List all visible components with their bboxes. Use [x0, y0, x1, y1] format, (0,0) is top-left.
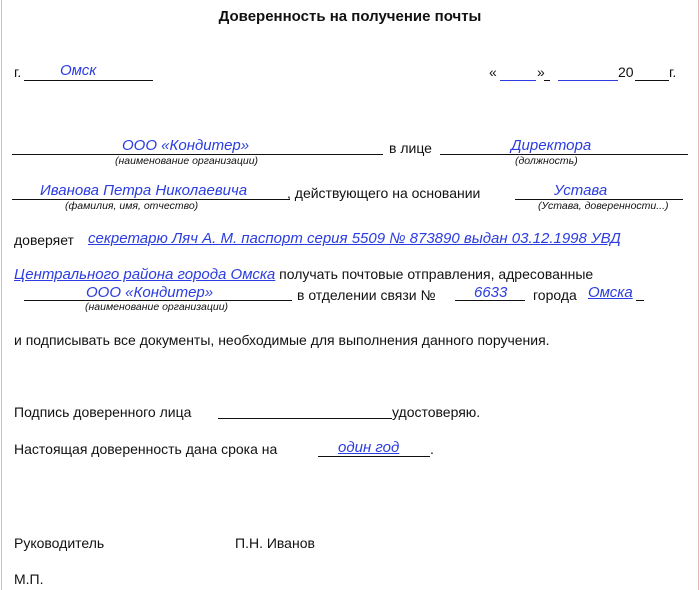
- date-day-blank: [500, 80, 536, 81]
- head-name: П.Н. Иванов: [235, 535, 315, 551]
- person-caption: (фамилия, имя, отчество): [65, 200, 199, 212]
- position-value: Директора: [511, 137, 592, 154]
- stamp-label: М.П.: [14, 571, 44, 587]
- signature-label: Подпись доверенного лица: [14, 404, 192, 420]
- basis-caption: (Устава, доверенности...): [538, 200, 669, 212]
- signing-text: и подписывать все документы, необходимые для выполнения данного поручения.: [14, 332, 550, 348]
- date-year-prefix: 20: [618, 64, 634, 80]
- basis-value: Устава: [554, 182, 608, 199]
- head-label: Руководитель: [14, 535, 105, 551]
- date-year-blank: [635, 80, 669, 81]
- city-value: Омск: [60, 62, 97, 79]
- addressee-org-value: ООО «Кондитер»: [86, 284, 214, 301]
- addressee-city-value: Омска: [588, 284, 633, 301]
- branch-number-value: 6633: [474, 284, 508, 301]
- date-gap-blank: [544, 80, 550, 81]
- date-year-suffix: г.: [669, 64, 677, 80]
- date-close-quote: »: [537, 64, 545, 80]
- acting-label: , действующего на основании: [287, 185, 481, 201]
- person-name-value: Иванова Петра Николаевича: [40, 182, 248, 199]
- validity-label: Настоящая доверенность дана срока на: [14, 441, 278, 457]
- position-caption: (должность): [515, 155, 578, 167]
- trustee-value-cont: Центрального района города Омска: [14, 266, 276, 283]
- page-edge-right: [698, 0, 699, 590]
- validity-underline: [318, 456, 430, 457]
- trust-label: доверяет: [14, 232, 74, 248]
- branch-label: в отделении связи №: [297, 287, 436, 303]
- city-label: города: [533, 287, 577, 303]
- city-underline: [24, 80, 153, 81]
- certify-text: удостоверяю.: [392, 404, 481, 420]
- page-edge-left: [1, 0, 2, 590]
- org-caption: (наименование организации): [115, 155, 259, 167]
- validity-term-value: один год: [338, 439, 400, 456]
- city-prefix: г.: [14, 64, 22, 80]
- addressee-city-tail: [636, 300, 644, 301]
- date-open-quote: «: [489, 64, 497, 80]
- trustee-value: секретарю Ляч А. М. паспорт серия 5509 № 873890 выдан 03.12.1998 УВД: [88, 230, 621, 247]
- purpose-text: получать почтовые отправления, адресованные: [275, 266, 594, 282]
- date-month-blank: [558, 80, 618, 81]
- addressee-caption: (наименование организации): [85, 301, 229, 313]
- org-name-value: ООО «Кондитер»: [122, 137, 250, 154]
- in-person-label: в лице: [389, 140, 432, 156]
- validity-end: .: [430, 441, 434, 457]
- document-title: Доверенность на получение почты: [218, 8, 482, 25]
- signature-underline: [218, 418, 392, 419]
